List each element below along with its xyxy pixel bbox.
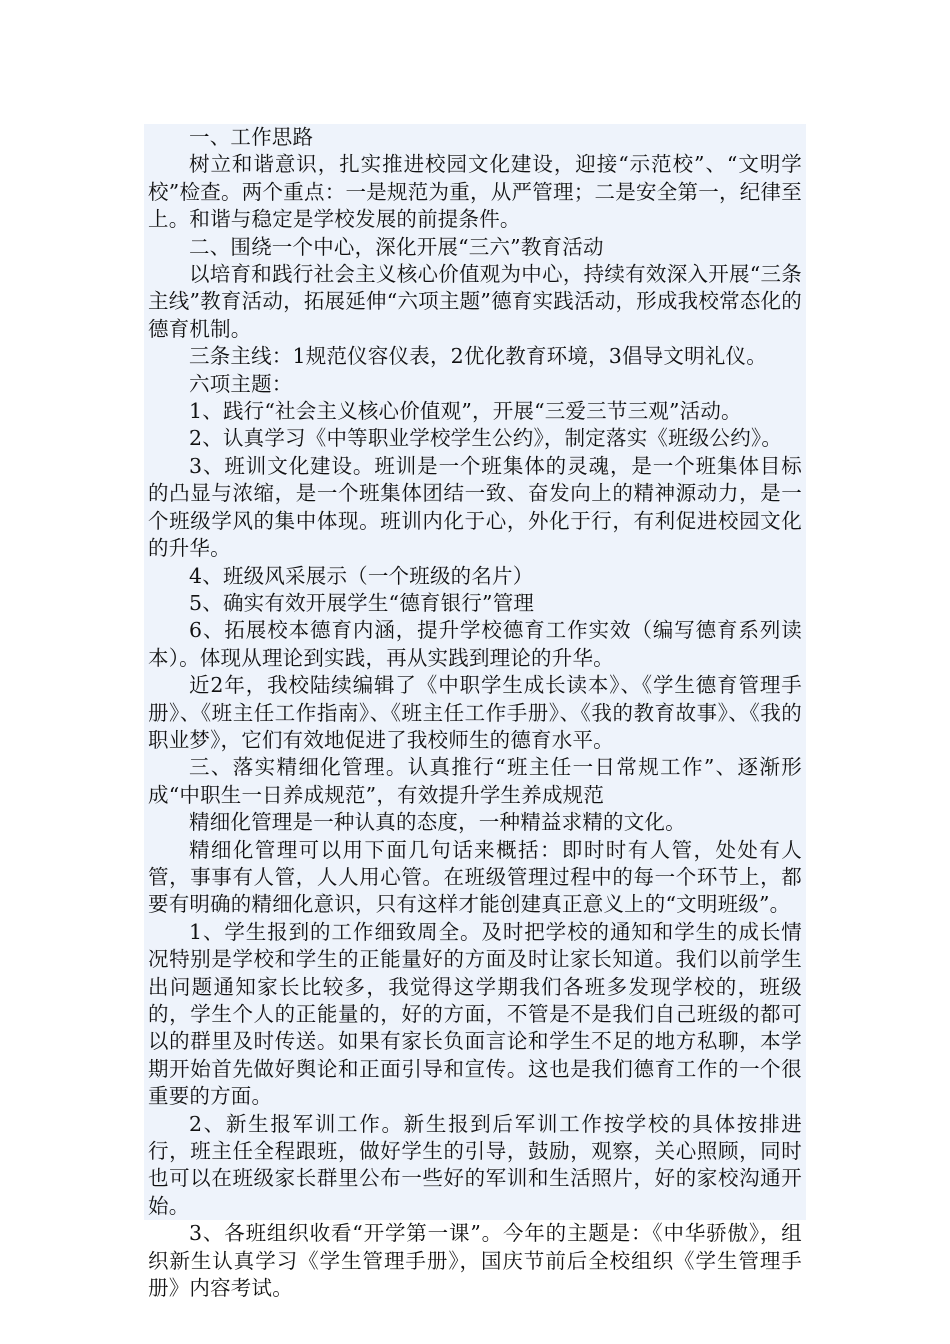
document-body	[144, 124, 806, 1301]
list-item-military-training: 2、新生报军训工作。新生报到后军训工作按学校的具体按排进行，班主任全程跟班，做好学生的引导，鼓励，观察，关心照顾，同时也可以在班级家长群里公布一些好的军训和生活照片，好的家校沟通开始。	[148, 1111, 802, 1218]
list-item-first-lesson: 3、各班组织收看“开学第一课”。今年的主题是：《中华骄傲》，组织新生认真学习《学生管理手册》，国庆节前后全校组织《学生管理手册》内容考试。	[148, 1221, 802, 1301]
paragraph-harmony: 树立和谐意识，扎实推进校园文化建设，迎接“示范校”、“文明学校”检查。两个重点：一是规范为重，从严管理；二是安全第一，纪律至上。和谐与稳定是学校发展的前提条件。	[148, 152, 802, 232]
paragraph-books: 近2年，我校陆续编辑了《中职学生成长读本》、《学生德育管理手册》、《班主任工作指南》、《班主任工作手册》、《我的教育故事》、《我的职业梦》，它们有效地促进了我校师生的德育水平。	[148, 673, 802, 752]
list-item-registration: 1、学生报到的工作细致周全。及时把学校的通知和学生的成长情况特别是学校和学生的正能量好的方面及时让家长知道。我们以前学生出问题通知家长比较多，我觉得这学期我们各班多发现学校的，班级的，学生个人的正能量的，好的方面，不管是不是我们自己班级的都可以的群里及时传送。如果有家长负面言论和学生不足的地方私聊，本学期开始首先做好舆论和正面引导和宣传。这也是我们德育工作的一个很重要的方面。	[148, 919, 802, 1109]
paragraph-attitude: 精细化管理是一种认真的态度，一种精益求精的文化。	[189, 810, 686, 835]
paragraph-summary: 精细化管理可以用下面几句话来概括：即时时有人管，处处有人管，事事有人管，人人用心管。在班级管理过程中的每一个环节上，都要有明确的精细化意识，只有这样才能创建真正意义上的“文明班级”。	[148, 837, 802, 917]
list-item-theme-3: 3、班训文化建设。班训是一个班集体的灵魂，是一个班集体目标的凸显与浓缩，是一个班集体团结一致、奋发向上的精神源动力，是一个班级学风的集中体现。班训内化于心，外化于行，有利促进校园文化的升华。	[148, 453, 802, 561]
heading-one-center: 二、围绕一个中心，深化开展“三六”教育活动	[189, 234, 604, 259]
list-item-theme-6: 6、拓展校本德育内涵，提升学校德育工作实效（编写德育系列读本）。体现从理论到实践，再从实践到理论的升华。	[148, 618, 802, 670]
heading-fine-management: 三、落实精细化管理。认真推行“班主任一日常规工作”、逐渐形成“中职生一日养成规范”，有效提升学生养成规范	[148, 755, 802, 807]
paragraph-six-themes: 六项主题：	[189, 371, 293, 396]
list-item-theme-5: 5、确实有效开展学生“德育银行”管理	[189, 590, 535, 615]
heading-work-idea: 一、工作思路	[189, 125, 314, 149]
list-item-theme-4: 4、班级风采展示（一个班级的名片）	[189, 563, 534, 588]
list-item-theme-2: 2、认真学习《中等职业学校学生公约》，制定落实《班级公约》。	[189, 426, 783, 451]
list-item-theme-1: 1、践行“社会主义核心价值观”，开展“三爱三节三观”活动。	[189, 399, 742, 424]
paragraph-core-values: 以培育和践行社会主义核心价值观为中心，持续有效深入开展“三条主线”教育活动，拓展延伸“六项主题”德育实践活动，形成我校常态化的德育机制。	[148, 262, 802, 341]
paragraph-three-lines: 三条主线：1规范仪容仪表，2优化教育环境，3倡导文明礼仪。	[189, 344, 767, 369]
